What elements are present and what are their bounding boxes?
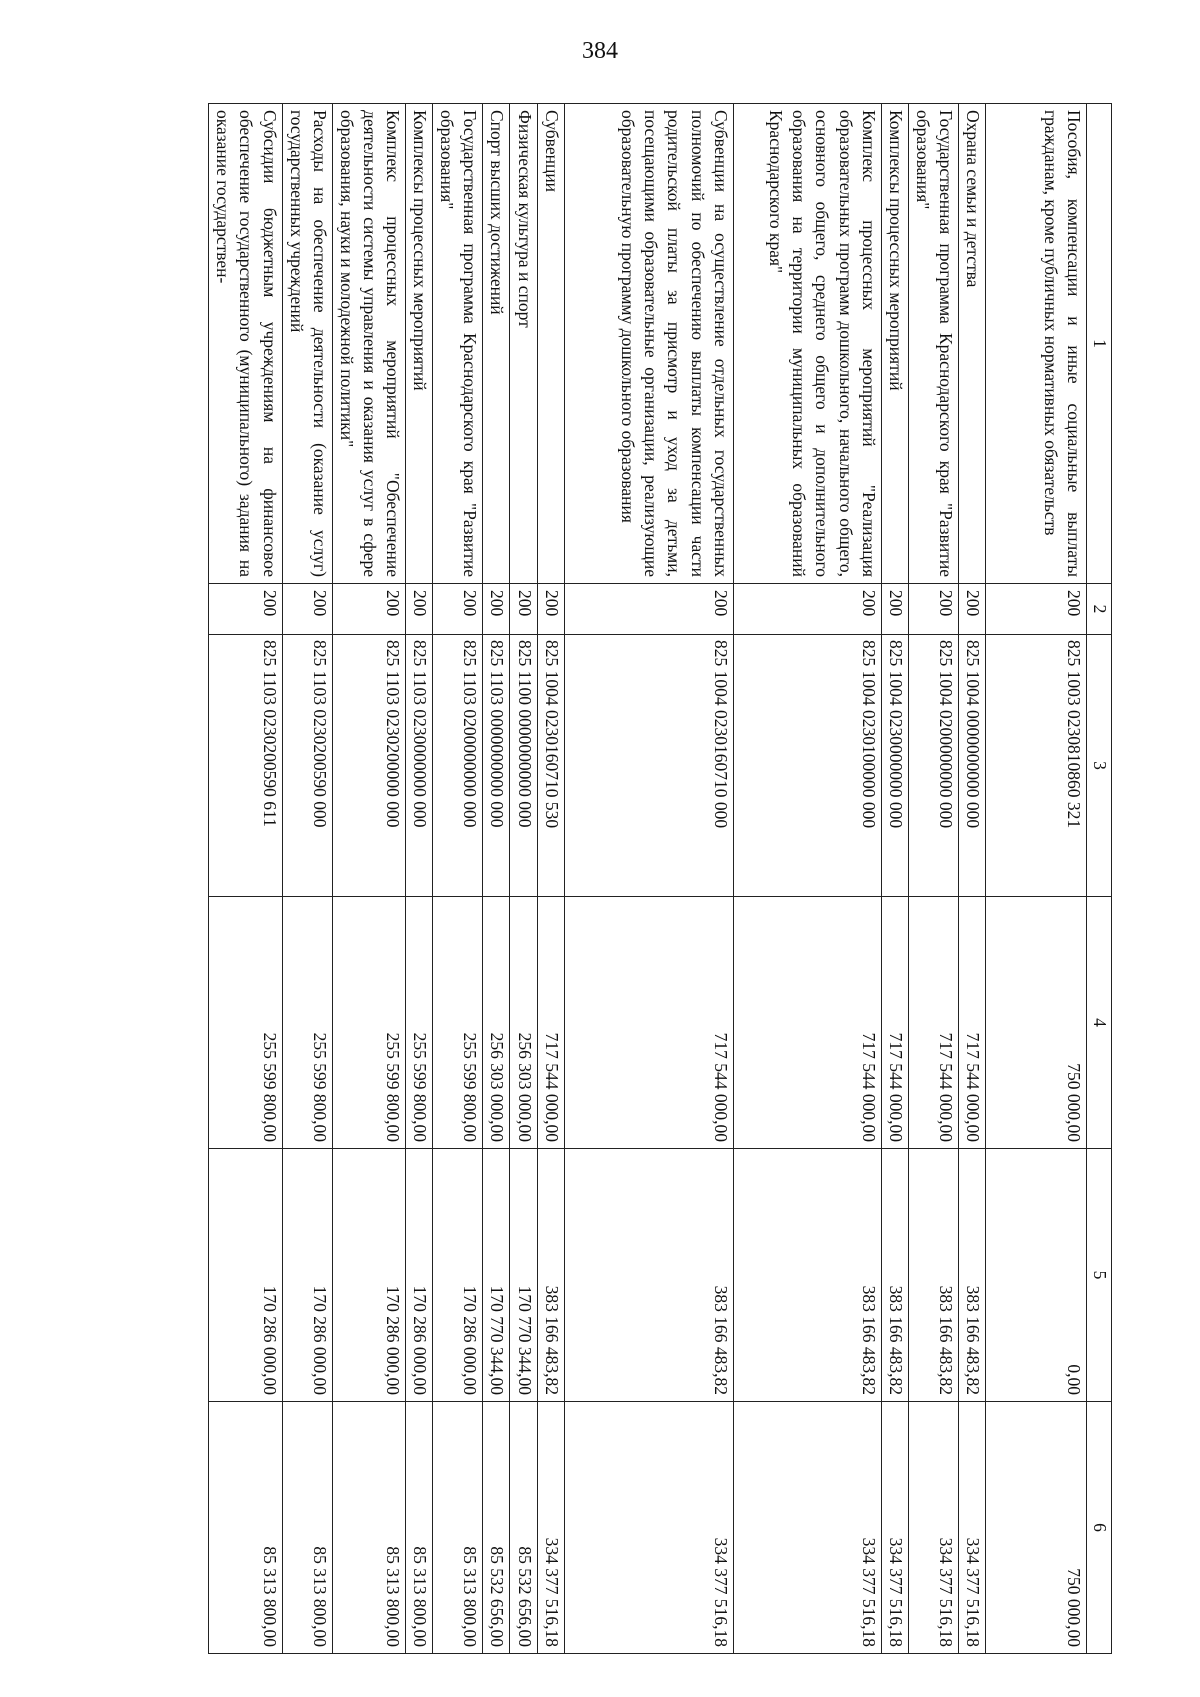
row-recipient: 200 xyxy=(483,584,510,635)
row-amount-col4: 255 599 800,00 xyxy=(406,897,433,1149)
rotated-table-container xyxy=(181,103,1112,1653)
row-name: Спорт высших достижений xyxy=(483,104,510,584)
row-recipient: 200 xyxy=(564,584,733,635)
table-row xyxy=(282,104,332,1654)
row-code: 825 1103 0230200590 611 xyxy=(209,635,282,897)
row-code: 825 1003 0230810860 321 xyxy=(986,635,1087,897)
row-recipient: 200 xyxy=(510,584,537,635)
row-code: 825 1103 0230200000 000 xyxy=(332,635,405,897)
row-recipient: 200 xyxy=(537,584,564,635)
row-amount-col5: 170 286 000,00 xyxy=(406,1149,433,1402)
row-recipient: 200 xyxy=(986,584,1087,635)
budget-table xyxy=(208,103,1112,1654)
row-recipient: 200 xyxy=(733,584,881,635)
row-amount-col6: 85 313 800,00 xyxy=(433,1402,483,1654)
row-amount-col6: 334 377 516,18 xyxy=(881,1402,908,1654)
row-amount-col4: 717 544 000,00 xyxy=(733,897,881,1149)
table-row xyxy=(483,104,510,1654)
row-code: 825 1004 0230000000 000 xyxy=(881,635,908,897)
row-amount-col5: 170 286 000,00 xyxy=(209,1149,282,1402)
table-row xyxy=(986,104,1087,1654)
table-row xyxy=(406,104,433,1654)
row-name: Комплексы процессных мероприятий xyxy=(406,104,433,584)
row-amount-col6: 334 377 516,18 xyxy=(733,1402,881,1654)
page-number: 384 xyxy=(582,38,618,64)
row-recipient: 200 xyxy=(908,584,958,635)
row-amount-col4: 255 599 800,00 xyxy=(433,897,483,1149)
row-recipient: 200 xyxy=(958,584,985,635)
row-amount-col6: 85 313 800,00 xyxy=(209,1402,282,1654)
row-amount-col5: 170 770 344,00 xyxy=(483,1149,510,1402)
row-amount-col5: 383 166 483,82 xyxy=(908,1149,958,1402)
row-amount-col5: 383 166 483,82 xyxy=(537,1149,564,1402)
row-code: 825 1103 0200000000 000 xyxy=(433,635,483,897)
row-amount-col4: 717 544 000,00 xyxy=(908,897,958,1149)
row-code: 825 1004 0200000000 000 xyxy=(908,635,958,897)
row-name: Пособия, компенсации и иные социальные выплаты гражданам, кроме публичных нормативных обязательств xyxy=(986,104,1087,584)
row-amount-col5: 0,00 xyxy=(986,1149,1087,1402)
row-code: 825 1004 0230160710 530 xyxy=(537,635,564,897)
row-name: Государственная программа Краснодарского края "Развитие образования" xyxy=(908,104,958,584)
table-row xyxy=(433,104,483,1654)
row-amount-col6: 750 000,00 xyxy=(986,1402,1087,1654)
row-name: Субвенции на осуществление отдельных государственных полномочий по обеспечению выплаты компенсации части родительской платы за присмотр и уход за детьми, посещающими образовательные организации, реализующие образовательную программу дошкольного образования xyxy=(564,104,733,584)
table-row xyxy=(564,104,733,1654)
row-amount-col6: 334 377 516,18 xyxy=(958,1402,985,1654)
row-amount-col6: 334 377 516,18 xyxy=(564,1402,733,1654)
header-col-5: 5 xyxy=(1087,1149,1112,1402)
table-row xyxy=(908,104,958,1654)
row-amount-col6: 85 532 656,00 xyxy=(510,1402,537,1654)
table-row xyxy=(209,104,282,1654)
row-name: Комплекс процессных мероприятий "Обеспечение деятельности системы управления и оказания услуг в сфере образования, науки и молодежной политики" xyxy=(332,104,405,584)
row-amount-col4: 256 303 000,00 xyxy=(510,897,537,1149)
row-amount-col5: 383 166 483,82 xyxy=(564,1149,733,1402)
row-code: 825 1004 0000000000 000 xyxy=(958,635,985,897)
row-recipient: 200 xyxy=(332,584,405,635)
header-col-3: 3 xyxy=(1087,635,1112,897)
row-amount-col4: 717 544 000,00 xyxy=(958,897,985,1149)
row-code: 825 1004 0230160710 000 xyxy=(564,635,733,897)
row-name: Физическая культура и спорт xyxy=(510,104,537,584)
row-amount-col6: 85 313 800,00 xyxy=(332,1402,405,1654)
row-code: 825 1103 0000000000 000 xyxy=(483,635,510,897)
header-row xyxy=(1087,104,1112,1654)
row-code: 825 1103 0230000000 000 xyxy=(406,635,433,897)
row-code: 825 1004 0230100000 000 xyxy=(733,635,881,897)
row-amount-col5: 170 286 000,00 xyxy=(282,1149,332,1402)
row-amount-col6: 334 377 516,18 xyxy=(908,1402,958,1654)
row-amount-col4: 717 544 000,00 xyxy=(564,897,733,1149)
row-name: Субвенции xyxy=(537,104,564,584)
row-name: Государственная программа Краснодарского края "Развитие образования" xyxy=(433,104,483,584)
row-amount-col5: 383 166 483,82 xyxy=(958,1149,985,1402)
row-amount-col4: 255 599 800,00 xyxy=(282,897,332,1149)
row-code: 825 1100 0000000000 000 xyxy=(510,635,537,897)
row-name: Охрана семьи и детства xyxy=(958,104,985,584)
row-amount-col4: 255 599 800,00 xyxy=(332,897,405,1149)
row-recipient: 200 xyxy=(433,584,483,635)
row-amount-col4: 255 599 800,00 xyxy=(209,897,282,1149)
row-amount-col4: 256 303 000,00 xyxy=(483,897,510,1149)
row-amount-col6: 85 313 800,00 xyxy=(282,1402,332,1654)
row-recipient: 200 xyxy=(282,584,332,635)
row-amount-col5: 170 770 344,00 xyxy=(510,1149,537,1402)
row-amount-col5: 383 166 483,82 xyxy=(881,1149,908,1402)
row-amount-col4: 717 544 000,00 xyxy=(881,897,908,1149)
table-row xyxy=(958,104,985,1654)
row-amount-col6: 334 377 516,18 xyxy=(537,1402,564,1654)
row-amount-col4: 750 000,00 xyxy=(986,897,1087,1149)
row-recipient: 200 xyxy=(881,584,908,635)
header-col-6: 6 xyxy=(1087,1402,1112,1654)
row-name: Комплексы процессных мероприятий xyxy=(881,104,908,584)
row-code: 825 1103 0230200590 000 xyxy=(282,635,332,897)
table-row xyxy=(881,104,908,1654)
table-row xyxy=(332,104,405,1654)
row-recipient: 200 xyxy=(406,584,433,635)
row-amount-col5: 170 286 000,00 xyxy=(433,1149,483,1402)
header-col-2: 2 xyxy=(1087,584,1112,635)
header-col-4: 4 xyxy=(1087,897,1112,1149)
row-amount-col4: 717 544 000,00 xyxy=(537,897,564,1149)
row-name: Субсидии бюджетным учреждениям на финансовое обеспечение государственного (муниципального) задания на оказание государствен- xyxy=(209,104,282,584)
table-row xyxy=(537,104,564,1654)
row-recipient: 200 xyxy=(209,584,282,635)
table-row xyxy=(733,104,881,1654)
row-amount-col5: 170 286 000,00 xyxy=(332,1149,405,1402)
row-amount-col6: 85 532 656,00 xyxy=(483,1402,510,1654)
row-amount-col5: 383 166 483,82 xyxy=(733,1149,881,1402)
header-col-1: 1 xyxy=(1087,104,1112,584)
row-name: Комплекс процессных мероприятий "Реализация образовательных программ дошкольного, начального общего, основного общего, среднего общего и дополнительного образования на территории муниципальных образований Краснодарского края" xyxy=(733,104,881,584)
row-amount-col6: 85 313 800,00 xyxy=(406,1402,433,1654)
row-name: Расходы на обеспечение деятельности (оказание услуг) государственных учреждений xyxy=(282,104,332,584)
table-row xyxy=(510,104,537,1654)
